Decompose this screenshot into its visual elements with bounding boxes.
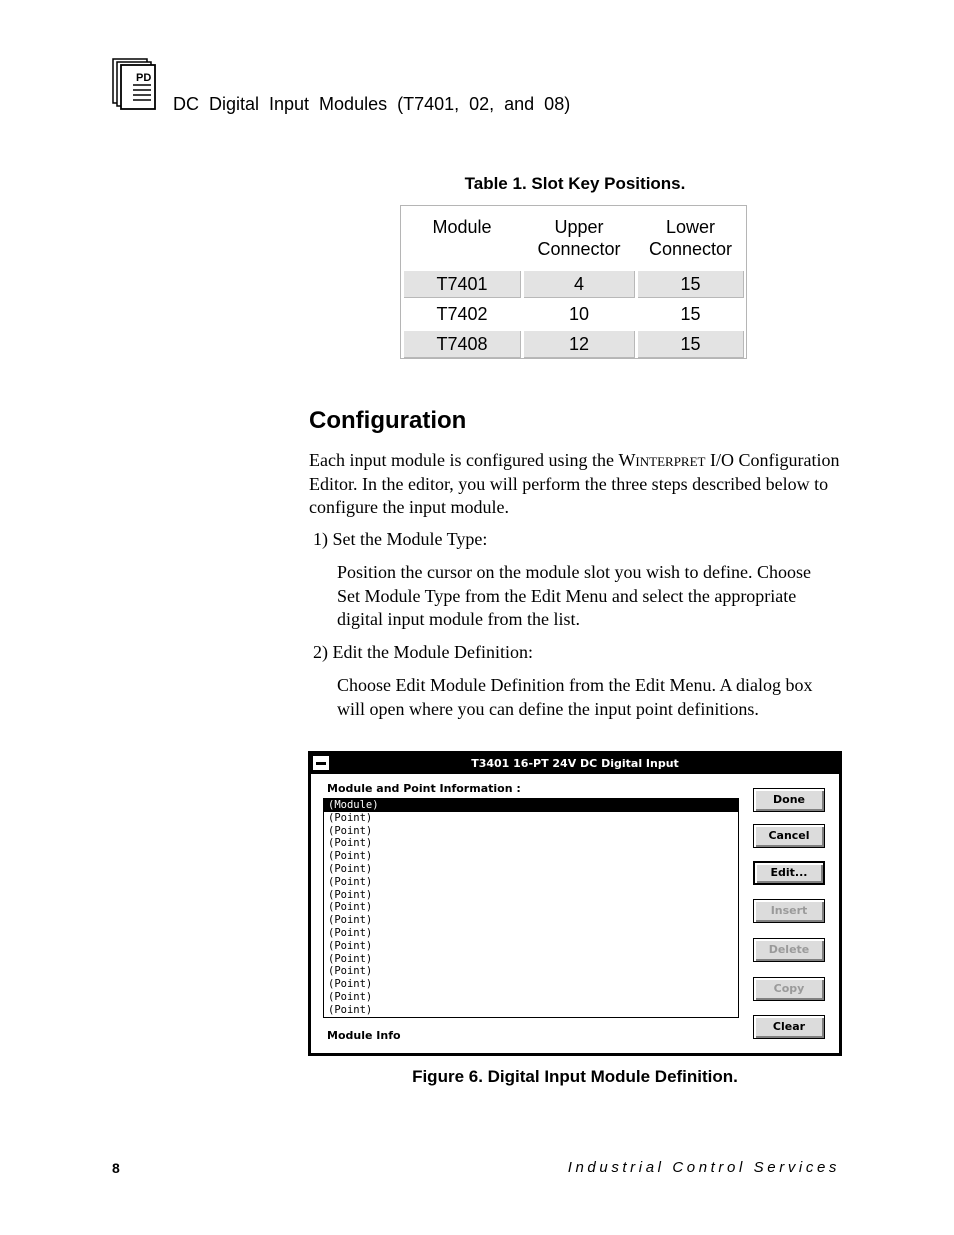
list-item-point[interactable]: (Point) (328, 990, 373, 1003)
table-row (403, 300, 744, 328)
list-item-point[interactable]: (Point) (328, 811, 373, 824)
list-item-point[interactable]: (Point) (328, 837, 373, 850)
product-name: Winterpret (618, 450, 706, 470)
edit-button[interactable]: Edit... (753, 861, 825, 885)
list-item-point[interactable]: (Point) (328, 978, 373, 991)
list-item-point[interactable]: (Point) (328, 875, 373, 888)
list-item-point[interactable]: (Point) (328, 901, 373, 914)
list-item-point[interactable]: (Point) (328, 965, 373, 978)
step2-body: Choose Edit Module Definition from the Edit Menu. A dialog box will open where you can define the input point definitions. (337, 675, 813, 719)
table-row (403, 270, 744, 298)
pd-logo-text: PD (136, 72, 152, 84)
list-item-point[interactable]: (Point) (328, 926, 373, 939)
table-cell: 4 (523, 270, 635, 298)
column-header: Lower Connector (648, 217, 733, 259)
table-cell: T7408 (403, 330, 521, 358)
column-header: Upper Connector (537, 217, 621, 259)
list-item-point[interactable]: (Point) (328, 824, 373, 837)
page-number: 8 (112, 1160, 120, 1176)
step2-title: 2) Edit the Module Definition: (313, 642, 533, 662)
dialog-titlebar (311, 754, 839, 774)
footer-company: Industrial Control Services (567, 1159, 840, 1176)
table-cell: T7402 (436, 303, 488, 324)
table-cell: 15 (680, 303, 701, 324)
table-header-row (403, 208, 744, 268)
list-item-point[interactable]: (Point) (328, 939, 373, 952)
dialog-title: T3401 16-PT 24V DC Digital Input (471, 757, 679, 770)
step1-title: 1) Set the Module Type: (313, 529, 488, 549)
figure-caption: Figure 6. Digital Input Module Definition. (412, 1067, 738, 1086)
table-cell: 15 (637, 270, 744, 298)
column-header: Module (432, 217, 492, 237)
module-point-list[interactable] (323, 798, 739, 1018)
intro-paragraph: Each input module is configured using the Winterpret I/O Configuration Editor. In the editor, you will perform the three steps described below to configure the input module. (309, 450, 840, 517)
table-row (403, 330, 744, 358)
list-item-point[interactable]: (Point) (328, 850, 373, 863)
list-item-module[interactable]: (Module) (324, 799, 738, 812)
table-caption: Table 1. Slot Key Positions. (464, 174, 686, 193)
list-item-point[interactable]: (Point) (328, 888, 373, 901)
table-cell: 15 (637, 330, 744, 358)
table-cell: 12 (523, 330, 635, 358)
module-info-label: Module Info (327, 1029, 401, 1042)
running-header: DC Digital Input Modules (T7401, 02, and 08) (173, 94, 571, 114)
done-button[interactable]: Done (753, 788, 825, 812)
copy-button[interactable]: Copy (753, 977, 825, 1001)
section-heading: Configuration (309, 407, 467, 434)
list-item-point[interactable]: (Point) (328, 1003, 373, 1016)
insert-button[interactable]: Insert (753, 899, 825, 923)
step1-body: Position the cursor on the module slot you wish to define. Choose Set Module Type from the Edit Menu and select the appropriate digital input module from the list. (337, 562, 811, 629)
table-cell: T7401 (403, 270, 521, 298)
clear-button[interactable]: Clear (753, 1015, 825, 1039)
list-item-point[interactable]: (Point) (328, 862, 373, 875)
list-item-point[interactable]: (Point) (328, 952, 373, 965)
module-definition-dialog (308, 751, 842, 1056)
table-cell: 10 (568, 303, 590, 324)
cancel-button[interactable]: Cancel (753, 824, 825, 848)
pd-logo-icon (112, 58, 158, 112)
slot-key-table (400, 205, 747, 359)
delete-button[interactable]: Delete (753, 938, 825, 962)
list-label: Module and Point Information : (327, 782, 521, 795)
list-item-point[interactable]: (Point) (328, 914, 373, 927)
